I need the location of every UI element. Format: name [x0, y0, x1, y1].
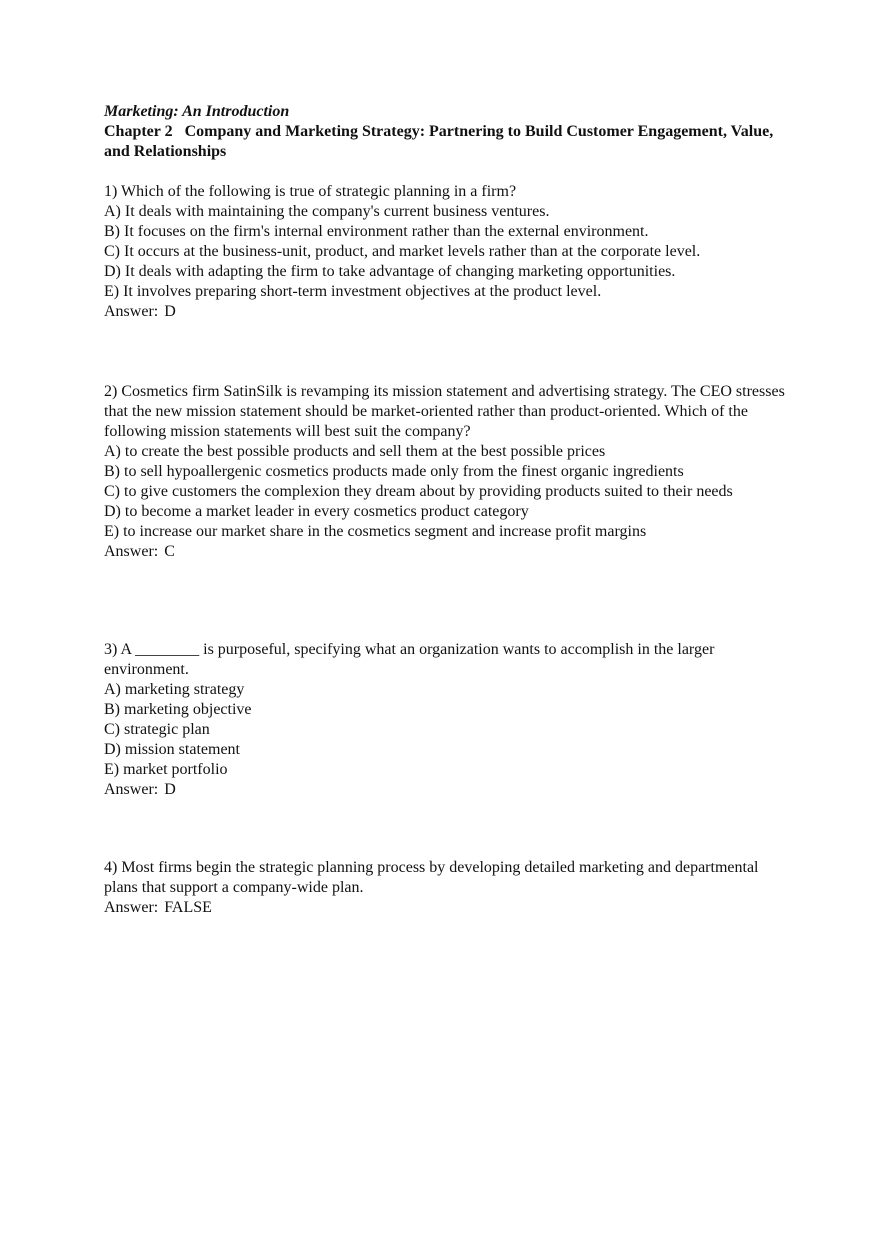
question-3 — [104, 640, 794, 800]
option-b: B) It focuses on the firm's internal environment rather than the external environment. — [104, 223, 649, 240]
option-c: C) strategic plan — [104, 721, 210, 738]
chapter-title: Company and Marketing Strategy: Partnering to Build Customer Engagement, Value, and Relationships — [104, 123, 774, 160]
option-d: D) It deals with adapting the firm to take advantage of changing marketing opportunities. — [104, 263, 676, 280]
option-c: C) It occurs at the business-unit, product, and market levels rather than at the corporate level. — [104, 243, 701, 260]
answer-value: C — [164, 543, 175, 560]
answer-value: D — [164, 781, 176, 798]
answer-line — [104, 542, 794, 562]
answer-line — [104, 898, 794, 918]
question-stem: 3) A ________ is purposeful, specifying what an organization wants to accomplish in the larger environment. — [104, 641, 715, 678]
question-4 — [104, 858, 794, 918]
option-e: E) market portfolio — [104, 761, 228, 778]
option-b: B) marketing objective — [104, 701, 252, 718]
answer-value: FALSE — [164, 899, 212, 916]
option-b: B) to sell hypoallergenic cosmetics products made only from the finest organic ingredients — [104, 463, 684, 480]
subject-title: Marketing: An Introduction — [104, 103, 290, 120]
option-a: A) It deals with maintaining the company's current business ventures. — [104, 203, 550, 220]
chapter-heading — [104, 122, 794, 162]
answer-label: Answer: — [104, 543, 159, 560]
question-stem: 2) Cosmetics firm SatinSilk is revamping its mission statement and advertising strategy. The CEO stresses that the new mission statement should be market-oriented rather than product-oriented. Which of the following mission statements will best suit the company? — [104, 383, 785, 440]
option-e: E) It involves preparing short-term investment objectives at the product level. — [104, 283, 602, 300]
answer-label: Answer: — [104, 781, 159, 798]
answer-label: Answer: — [104, 303, 159, 320]
chapter-label: Chapter 2 — [104, 123, 173, 140]
answer-label: Answer: — [104, 899, 159, 916]
option-d: D) to become a market leader in every cosmetics product category — [104, 503, 529, 520]
option-d: D) mission statement — [104, 741, 240, 758]
answer-line — [104, 302, 794, 322]
option-a: A) to create the best possible products and sell them at the best possible prices — [104, 443, 606, 460]
option-a: A) marketing strategy — [104, 681, 245, 698]
answer-value: D — [164, 303, 176, 320]
option-c: C) to give customers the complexion they dream about by providing products suited to their needs — [104, 483, 733, 500]
answer-line — [104, 780, 794, 800]
question-1 — [104, 182, 794, 322]
question-stem: 4) Most firms begin the strategic planning process by developing detailed marketing and departmental plans that support a company-wide plan. — [104, 859, 759, 896]
question-2 — [104, 382, 794, 562]
option-e: E) to increase our market share in the cosmetics segment and increase profit margins — [104, 523, 647, 540]
document-page — [104, 102, 794, 918]
question-stem: 1) Which of the following is true of strategic planning in a firm? — [104, 183, 517, 200]
